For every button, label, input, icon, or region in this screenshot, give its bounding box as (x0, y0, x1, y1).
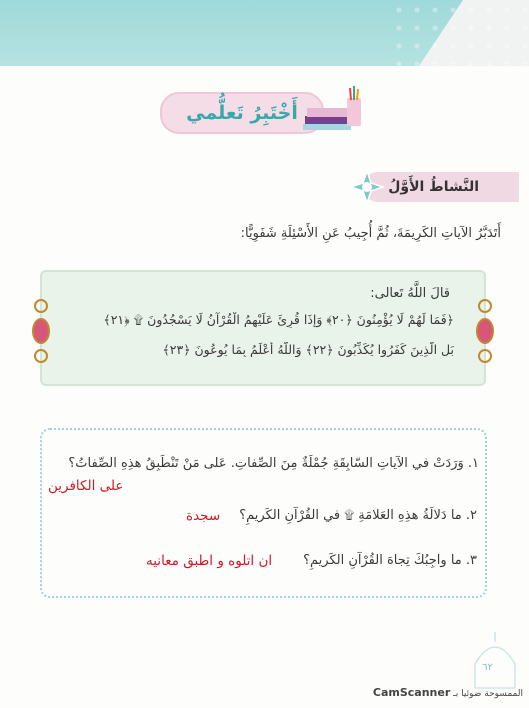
verse-box (40, 270, 486, 386)
activity-label: النَّشاطُ الأَوَّلُ (388, 179, 479, 195)
scanner-app: CamScanner (372, 686, 451, 699)
instruction-text: أَتَدَبَّرُ الآياتِ الكَرِيمَةَ، ثُمَّ أُجِيبُ عَنِ الأَسْئِلَةِ شَفَوِيًّا: (240, 226, 501, 241)
mosque-dome-icon (467, 630, 523, 690)
question-3: ٣. ما واجِبُكَ تِجاهَ القُرْآنِ الكَريمِ؟ (303, 553, 477, 568)
header-pattern (389, 0, 529, 66)
verse-line: بَلِ الَّذِينَ كَفَرُوا يُكَذِّبُونَ ﴿٢٢﴾ وَاللَّهُ أَعْلَمُ بِمَا يُوعُونَ ﴿٢٣﴾ (162, 342, 454, 357)
verse-line: ﴿فَمَا لَهُمْ لَا يُؤْمِنُونَ ﴿٢٠﴾ وَإِذَا قُرِئَ عَلَيْهِمُ الْقُرْآنُ لَا يَسْجُدُونَ ۩ ﴿٢١﴾ (103, 312, 454, 327)
page-number: ٦٢ (482, 662, 493, 673)
ornament-icon (30, 296, 52, 366)
books-icon (301, 86, 365, 134)
question-1: ١. وَرَدَتْ في الآياتِ السّابِقَةِ جُمْلَةٌ مِنَ الصِّفاتِ. عَلى مَنْ تَنْطَبِقُ هذِهِ الصِّفاتُ؟ (68, 456, 479, 471)
section-title: أَخْتَبِرُ تَعلُّمي (186, 102, 298, 124)
scanner-watermark (373, 686, 523, 699)
verse-intro: قالَ اللَّهُ تَعالى: (370, 286, 450, 301)
question-2: ٢. ما دَلالَةُ هذِهِ العَلامَةِ ۩ في القُرْآنِ الكَريمِ؟ (239, 508, 477, 523)
ornament-icon (474, 296, 496, 366)
section-title-banner (160, 86, 365, 136)
scanner-prefix: الممسوحة ضوئيا بـ (453, 689, 523, 699)
star-icon (349, 169, 385, 205)
answer-2: سجدة (186, 508, 221, 524)
answer-1: على الكافرين (48, 478, 124, 494)
title-pill (160, 92, 324, 134)
answer-3: ان اتلوه و اطبق معانيه (146, 553, 273, 569)
activity-tab (363, 172, 519, 202)
